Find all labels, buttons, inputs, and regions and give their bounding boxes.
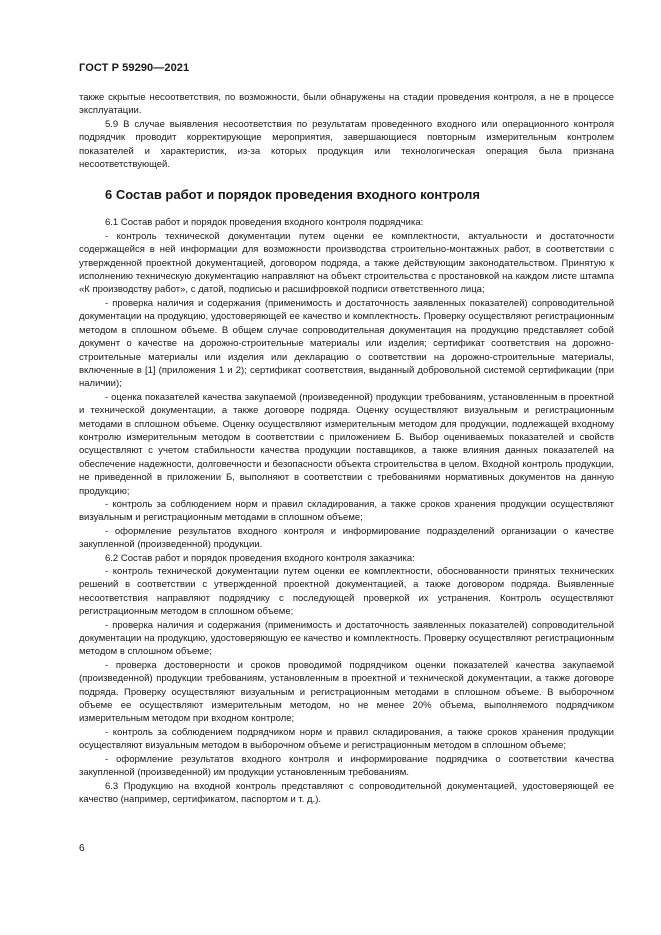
list-item: - оформление результатов входного контроля и информирование подрядчика о соответствии качества закупленной (произведенной) им продукции установленным требованиям. — [79, 753, 614, 779]
page-number: 6 — [79, 843, 85, 854]
paragraph: также скрытые несоответствия, по возможности, были обнаружены на стадии проведения контроля, а не в процессе эксплуатации. — [79, 92, 614, 117]
list-item: - контроль за соблюдением норм и правил складирования, а также сроков хранения продукции осуществляют визуальным и регистрационным методами в сплошном объеме; — [79, 498, 614, 524]
document-header: ГОСТ Р 59290—2021 — [79, 62, 190, 74]
paragraph: 5.9 В случае выявления несоответствия по результатам проведенного входного или операционного контроля подрядчик проводит корректирующие мероприятия, завершающиеся повторным измерительным контролем показателей и характеристик, из-за которых продукция или технологическая операция была признана несоответствующей. — [79, 118, 614, 171]
paragraph: 6.3 Продукцию на входной контроль представляют с сопроводительной документацией, удостоверяющей ее качество (например, сертификатом, паспортом и т. д.). — [79, 780, 614, 805]
list-item: - контроль технической документации путем оценки ее комплектности, актуальности и достаточности содержащейся в ней информации для возможности производства строительно-монтажных работ, в соответствии с утвержденной проектной документацией, договором подряда, а также действующим законодательством. Принятую к исполнению техническую документацию направляют на объект строительства с простановкой на каждом листе штампа «К производству работ», с датой, подписью и расшифровкой подписи ответственного лица; — [79, 230, 614, 296]
list-item: - проверка достоверности и сроков проводимой подрядчиком оценки показателей качества закупаемой (произведенной) продукции требованиям, установленным в проектной и технической документации, а также договоре подряда. Проверку осуществляют визуальным и регистрационным методами в сплошном объеме. В выборочном объеме ее осуществляют измерительным методом, но не менее 20% объема, выполняемого подрядчиком измерительным методом при входном контроле; — [79, 659, 614, 725]
list-item: - оценка показателей качества закупаемой (произведенной) продукции требованиям, установленным в проектной и технической документации, а также договоре подряда. Оценку осуществляют визуальным и регистрационным методами в сплошном объеме. Оценку осуществляют измерительным методом для продукции, подлежащей входному контролю измерительным методом в соответствии с приложением Б. Выбор оцениваемых показателей и свойств осуществляют с учетом стабильности качества продукции поставщиков, а также влияния данных показателей на обеспечение надежности, долговечности и безопасности объекта строительства в целом. Входной контроль продукции, не приведенной в приложении Б, выполняют в соответствии с требованиями нормативных документов на данную продукцию; — [79, 391, 614, 497]
list-item: - контроль технической документации путем оценки ее комплектности, обоснованности принятых технических решений в соответствии с утвержденной проектной документацией, а также договором подряда. Выявленные несоответствия направляют подрядчику с последующей проверкой их устранения. Контроль осуществляют регистрационным методом в сплошном объеме; — [79, 566, 614, 618]
list-item: - оформление результатов входного контроля и информирование подразделений организации о качестве закупленной (произведенной) продукции. — [79, 525, 614, 551]
list-item: - проверка наличия и содержания (применимость и достаточность заявленных показателей) сопроводительной документации на продукцию, удостоверяющую ее качество и комплектность. Проверку осуществляют регистрационным методом в сплошном объеме; — [79, 619, 614, 658]
list-item: - контроль за соблюдением подрядчиком норм и правил складирования, а также сроков хранения продукции осуществляют визуальным методом в выборочном объеме и регистрационным методом в сплошном объеме; — [79, 726, 614, 752]
paragraph: 6.1 Состав работ и порядок проведения входного контроля подрядчика: — [105, 217, 424, 229]
section-title: 6 Состав работ и порядок проведения входного контроля — [105, 187, 481, 203]
list-item: - проверка наличия и содержания (применимость и достаточность заявленных показателей) сопроводительной документации на продукцию, удостоверяющей ее качество и комплектность. Проверку осуществляют регистрационным методом в сплошном объеме. В общем случае сопроводительная документация на продукцию представляет собой документ о качестве на дорожно-строительные материалы или изделия; сертификат соответствия на дорожно-строительные материалы или изделия или декларацию о соответствии на дорожно-строительные материалы, включенные в [1] (приложения 1 и 2); сертификат соответствия, выданный добровольной системой сертификации (при наличии); — [79, 297, 614, 390]
paragraph: 6.2 Состав работ и порядок проведения входного контроля заказчика: — [105, 552, 415, 564]
page-content — [79, 91, 614, 806]
